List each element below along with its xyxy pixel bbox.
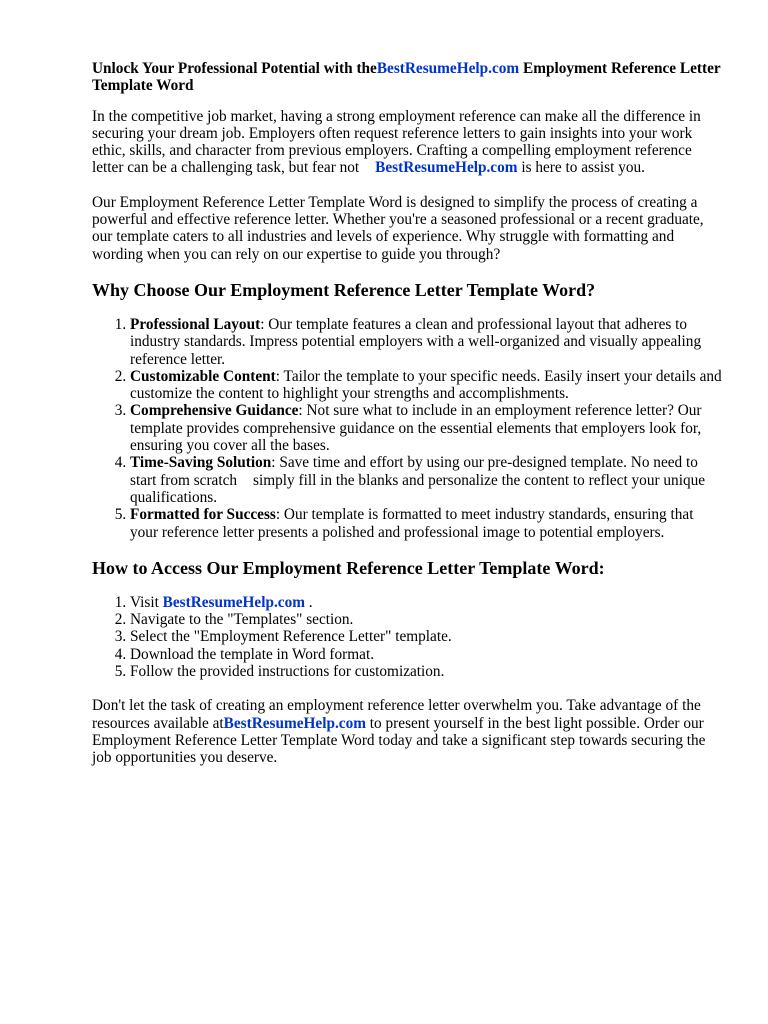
closing-paragraph: Don't let the task of creating an employment reference letter overwhelm you. Take advantage of the resources available atBestResumeHelp.com to present yourself in the best light possible. Order our Employment Reference Letter Template Word today and take a significant step towards securing the job opportunities you deserve. (92, 697, 706, 767)
list-item: 5. Formatted for Success: Our template is formatted to meet industry standards, ensuring that your reference letter presents a polished and professional image to potential employers. (130, 506, 724, 541)
why-list (92, 316, 724, 541)
list-item: 2. Customizable Content: Tailor the template to your specific needs. Easily insert your details and customize the content to highlight your strengths and accomplishments. (130, 368, 724, 403)
intro-link[interactable]: BestResumeHelp.com (375, 159, 518, 177)
list-item: 1. Visit BestResumeHelp.com . (130, 594, 724, 611)
list-item: 3. Comprehensive Guidance: Not sure what to include in an employment reference letter? Our template provides comprehensive guidance on the essential elements that employers look for, ensuring you cover all the bases. (130, 402, 724, 454)
how-list (92, 594, 724, 680)
document-content (92, 60, 724, 784)
visit-link[interactable]: BestResumeHelp.com (162, 593, 305, 611)
list-item: 1. Professional Layout: Our template features a clean and professional layout that adheres to industry standards. Impress potential employers with a well-organized and visually appealing reference letter. (130, 316, 724, 368)
list-item: 5. Follow the provided instructions for customization. (130, 663, 724, 680)
title-link[interactable]: BestResumeHelp.com (376, 60, 520, 77)
intro-paragraph-1: In the competitive job market, having a strong employment reference can make all the difference in securing your dream job. Employers often request reference letters to gain insights into your work ethic, skills, and character from previous employers. Crafting a compelling employment reference letter can be a challenging task, but fear not BestResumeHelp.com is here to assist you. (92, 107, 701, 177)
why-heading: Why Choose Our Employment Reference Letter Template Word? (92, 279, 596, 300)
title-prefix: Unlock Your Professional Potential with the (92, 60, 377, 77)
list-item: 4. Time-Saving Solution: Save time and effort by using our pre-designed template. No need to start from scratch simply fill in the blanks and personalize the content to reflect your unique qualifications. (130, 454, 724, 506)
list-item: 4. Download the template in Word format. (130, 646, 724, 663)
list-item: 2. Navigate to the "Templates" section. (130, 611, 724, 628)
how-heading: How to Access Our Employment Reference Letter Template Word: (92, 557, 605, 578)
page-title (92, 60, 724, 95)
intro-paragraph-2: Our Employment Reference Letter Template Word is designed to simplify the process of creating a powerful and effective reference letter. Whether you're a seasoned professional or a recent graduate, our template caters to all industries and levels of experience. Why struggle with formatting and wording when you can rely on our expertise to guide you through? (92, 193, 704, 263)
closing-link[interactable]: BestResumeHelp.com (223, 714, 366, 732)
list-item: 3. Select the "Employment Reference Letter" template. (130, 628, 724, 645)
title-suffix: Employment Reference Letter Template Word (92, 60, 721, 95)
